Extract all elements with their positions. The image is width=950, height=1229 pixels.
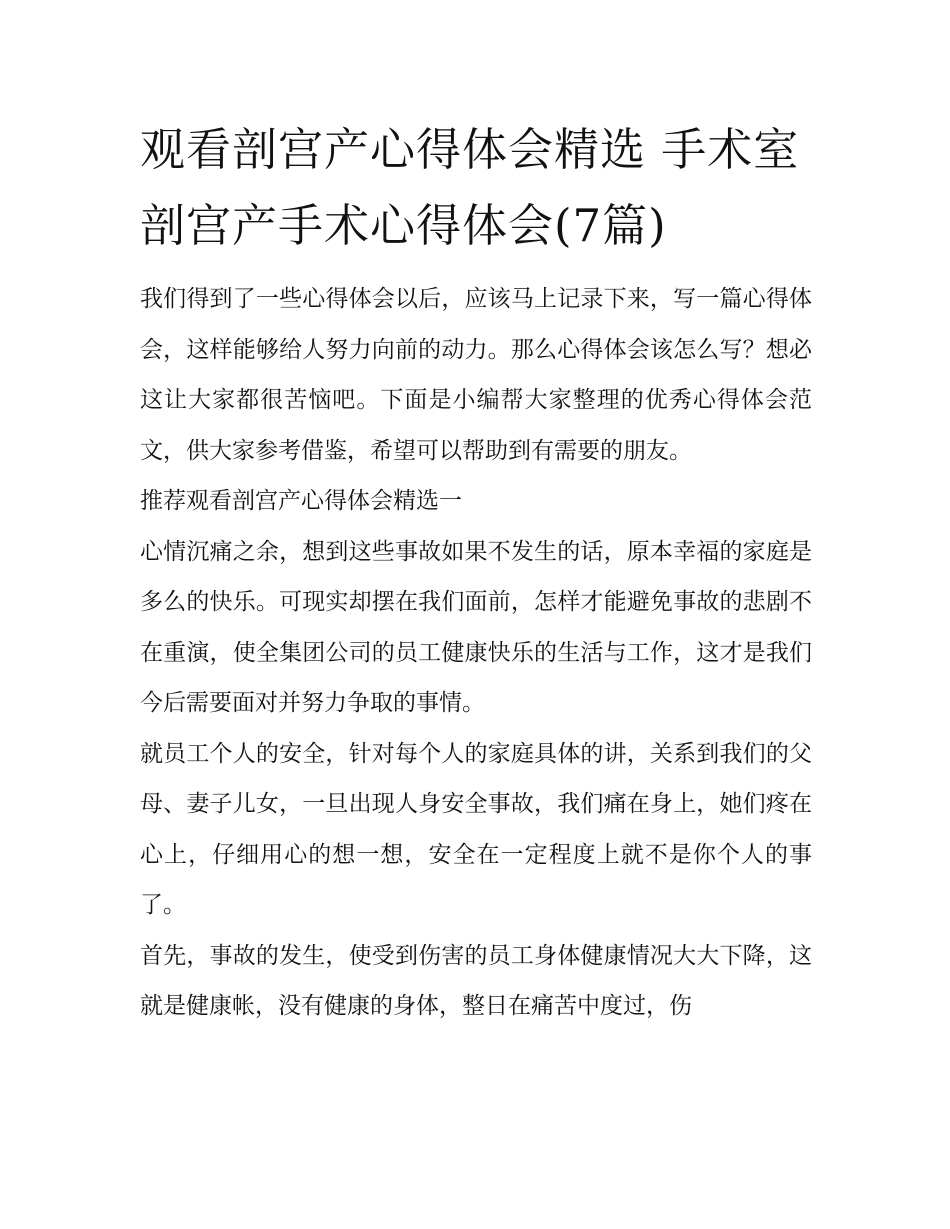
document-page [140,112,812,1032]
body-paragraph: 首先，事故的发生，使受到伤害的员工身体健康情况大大下降，这就是健康帐，没有健康的身体，整日在痛苦中度过，伤 [140,942,812,1019]
body-paragraph: 就员工个人的安全，针对每个人的家庭具体的讲，关系到我们的父母、妻子儿女，一旦出现人身安全事故，我们痛在身上，她们疼在心上，仔细用心的想一想，安全在一定程度上就不是你个人的事了。 [140,740,812,918]
body-paragraph: 心情沉痛之余，想到这些事故如果不发生的话，原本幸福的家庭是多么的快乐。可现实却摆在我们面前，怎样才能避免事故的悲剧不在重演，使全集团公司的员工健康快乐的生活与工作，这才是我们今后需要面对并努力争取的事情。 [140,538,812,716]
intro-paragraph: 我们得到了一些心得体会以后，应该马上记录下来，写一篇心得体会，这样能够给人努力向前的动力。那么心得体会该怎么写？想必这让大家都很苦恼吧。下面是小编帮大家整理的优秀心得体会范文，供大家参考借鉴，希望可以帮助到有需要的朋友。 [140,286,812,464]
document-title: 观看剖宫产心得体会精选 手术室剖宫产手术心得体会(7篇) [140,123,800,252]
section-heading: 推荐观看剖宫产心得体会精选一 [140,488,462,514]
